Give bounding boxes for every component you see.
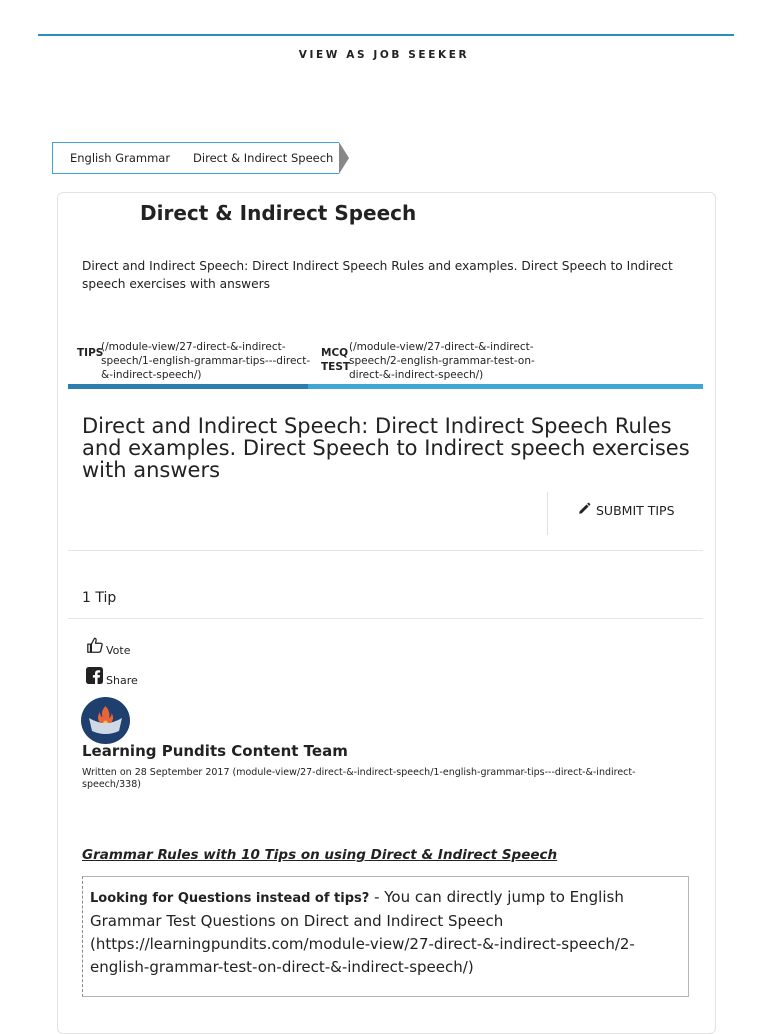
tab-tips-url: (/module-view/27-direct-&-indirect-speech/1-english-grammar-tips---direct-&-indirect-speech/) [101, 341, 311, 381]
breadcrumb [52, 142, 339, 174]
divider [68, 550, 703, 551]
header-divider [38, 34, 734, 36]
tab-mcq-label-line2: TEST [321, 361, 351, 373]
vote-button[interactable] [86, 636, 130, 657]
tab-tips-label: TIPS [77, 347, 104, 359]
share-button[interactable] [86, 667, 138, 687]
avatar [81, 697, 130, 744]
tab-tips[interactable] [77, 340, 317, 382]
callout-bold: Looking for Questions instead of tips? [90, 891, 370, 906]
content-heading-link[interactable]: Grammar Rules with 10 Tips on using Direct & Indirect Speech [82, 847, 558, 863]
view-as-job-seeker-link[interactable]: VIEW AS JOB SEEKER [298, 49, 470, 61]
tab-mcq-label [321, 346, 350, 374]
breadcrumb-direct-indirect-speech[interactable] [178, 142, 339, 174]
divider [68, 618, 703, 619]
module-description: Direct and Indirect Speech: Direct Indirect Speech Rules and examples. Direct Speech to Indirect speech exercises with answers [82, 259, 673, 291]
breadcrumb-label: English Grammar [70, 151, 171, 165]
breadcrumb-arrow [339, 142, 349, 174]
submit-tips-label: SUBMIT TIPS [596, 502, 675, 518]
module-title: Direct & Indirect Speech [140, 201, 417, 225]
vertical-divider [547, 492, 548, 535]
article-title: Direct and Indirect Speech: Direct Indirect Speech Rules and examples. Direct Speech to Indirect speech exercises with answers [82, 414, 690, 482]
breadcrumb-english-grammar[interactable] [52, 142, 178, 174]
author-name[interactable]: Learning Pundits Content Team [82, 742, 348, 760]
tab-active-indicator [68, 384, 308, 389]
tip-count: 1 Tip [82, 590, 117, 606]
share-label: Share [106, 674, 138, 687]
pencil-icon [578, 502, 591, 518]
tab-mcq-label-line1: MCQ [321, 347, 349, 359]
breadcrumb-label: Direct & Indirect Speech [193, 151, 334, 165]
vote-label: Vote [106, 644, 131, 657]
facebook-icon [86, 667, 103, 687]
callout-text[interactable]: - You can directly jump to English Grammar Test Questions on Direct and Indirect Speech (https://learningpundits.com/module-view/27-direct-&-indirect-speech/2-english-grammar-test-on-direct-&-indirect-speech/) [90, 888, 635, 976]
submit-tips-button[interactable] [578, 502, 675, 518]
written-on: Written on 28 September 2017 (module-view/27-direct-&-indirect-speech/1-english-grammar-tips---direct-&-indirect-speech/338) [82, 767, 636, 790]
tab-mcq-url: (/module-view/27-direct-&-indirect-speech/2-english-grammar-test-on-direct-&-indirect-speech/) [349, 341, 535, 381]
tab-underline-bar [68, 384, 703, 389]
tab-mcq-test[interactable] [321, 340, 561, 382]
thumbs-up-icon [86, 636, 104, 657]
callout-box [82, 876, 689, 997]
